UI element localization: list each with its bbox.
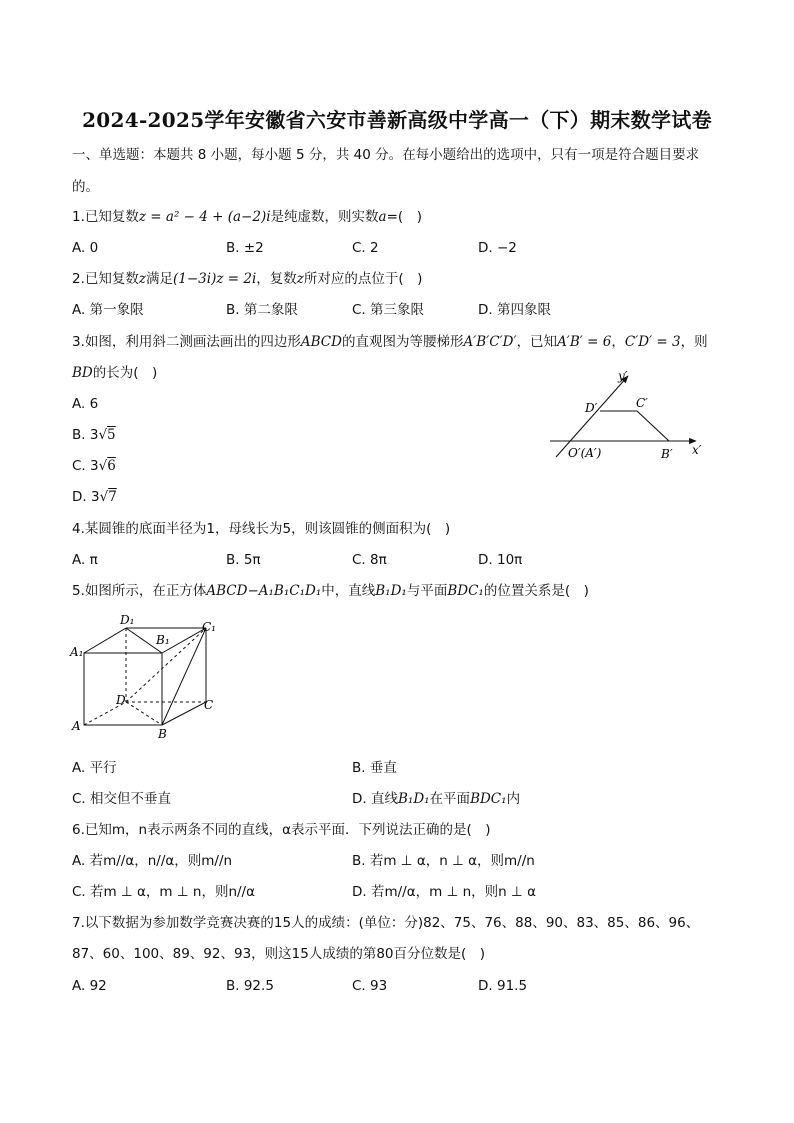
question-text: 所对应的点位于( ) — [303, 271, 423, 287]
sqrt-sign: √ — [98, 458, 108, 474]
label-d1: D₁ — [120, 613, 135, 627]
math-expression: BD — [72, 365, 93, 381]
question-text: 某圆锥的底面半径为1，母线长为5，则该圆锥的侧面积为( ) — [84, 521, 451, 537]
math-expression: B₁D₁ — [397, 791, 430, 807]
question-text: 如图，利用斜二测画法画出的四边形 — [84, 334, 301, 350]
option-a[interactable]: A. 0 — [72, 240, 99, 256]
option-b[interactable]: B. 若m ⊥ α，n ⊥ α，则m//n — [352, 853, 535, 869]
option-c[interactable]: C. 8π — [352, 552, 387, 568]
question-text: ， — [611, 334, 625, 350]
sqrt-sign: √ — [99, 489, 109, 505]
y-axis — [556, 376, 628, 457]
question-text: 中，直线 — [321, 583, 376, 599]
label-y: y′ — [618, 369, 628, 383]
option-c[interactable]: C. 第三象限 — [352, 302, 425, 318]
label-b1: B₁ — [156, 633, 170, 647]
math-expression: B₁D₁ — [375, 583, 407, 599]
option-label: C. 3 — [72, 458, 99, 474]
option-a[interactable]: A. 若m//α，n//α，则m//n — [72, 853, 233, 869]
math-variable: a — [378, 209, 387, 225]
question-number: 4. — [72, 521, 85, 537]
edge-a1-d1 — [84, 628, 126, 653]
question-5 — [72, 582, 589, 600]
math-expression: BDC₁ — [447, 583, 484, 599]
option-d[interactable] — [352, 790, 520, 808]
question-3-line2 — [72, 364, 157, 382]
option-c[interactable]: C. 2 — [352, 240, 379, 256]
question-number: 5. — [72, 583, 85, 599]
option-a[interactable]: A. 平行 — [72, 760, 117, 776]
question-6 — [72, 821, 491, 839]
option-c[interactable]: C. 相交但不垂直 — [72, 791, 172, 807]
section-header-line1: 一、单选题：本题共 8 小题，每小题 5 分，共 40 分。在每小题给出的选项中，只有一项是符合题目要求 — [72, 147, 700, 163]
math-variable: z — [138, 271, 147, 287]
math-expression: C′D′ = 3 — [624, 334, 681, 350]
label-origin: O′(A′) — [568, 446, 602, 460]
option-a[interactable]: A. 92 — [72, 978, 107, 994]
question-1 — [72, 208, 422, 226]
option-text: D. 直线 — [352, 791, 398, 807]
label-a: A — [72, 719, 81, 733]
page-title: 2024-2025学年安徽省六安市善新高级中学高一（下）期末数学试卷 — [82, 108, 712, 132]
radicand: 6 — [107, 458, 116, 474]
math-expression: A′B′ = 6 — [557, 334, 612, 350]
question-text: ，则 — [680, 334, 708, 350]
label-d: D′ — [585, 401, 598, 415]
option-b[interactable]: B. 92.5 — [226, 978, 274, 994]
option-d[interactable] — [72, 488, 117, 506]
question-text: 已知m，n表示两条不同的直线，α表示平面．下列说法正确的是( ) — [84, 822, 491, 838]
label-c1: C₁ — [202, 620, 216, 634]
option-text: 内 — [506, 791, 521, 807]
question-number: 3. — [72, 334, 85, 350]
option-c[interactable]: C. 93 — [352, 978, 388, 994]
option-d[interactable]: D. −2 — [478, 240, 517, 256]
label-d: D — [116, 693, 126, 707]
option-b[interactable]: B. 垂直 — [352, 760, 397, 776]
option-c[interactable] — [72, 457, 116, 475]
question-3 — [72, 333, 708, 351]
cube-front-face — [84, 653, 162, 725]
question-text: 以下数据为参加数学竞赛决赛的15人的成绩：(单位：分)82、75、76、88、90、83、85、86、96、 — [84, 915, 700, 931]
edge-cb — [637, 411, 669, 441]
question-text: 已知复数 — [84, 209, 139, 225]
hidden-line-d-b — [126, 702, 162, 725]
option-a[interactable]: A. 6 — [72, 396, 99, 412]
section-header-line2: 的。 — [72, 179, 99, 195]
label-a1: A₁ — [70, 645, 84, 659]
math-variable: z — [296, 271, 304, 287]
edge-b-c — [162, 702, 206, 725]
question-number: 2. — [72, 271, 85, 287]
option-text: 在平面 — [429, 791, 471, 807]
radicand: 7 — [108, 489, 117, 505]
math-expression: A′B′C′D′ — [463, 334, 517, 350]
option-d[interactable]: D. 第四象限 — [478, 302, 551, 318]
option-label: B. 3 — [72, 427, 99, 443]
label-b: B′ — [661, 447, 673, 461]
option-b[interactable]: B. 5π — [226, 552, 261, 568]
question-text: 已知复数 — [84, 271, 139, 287]
option-d[interactable]: D. 若m//α，m ⊥ n，则n ⊥ α — [352, 884, 536, 900]
question-number: 6. — [72, 822, 85, 838]
question-text: 的长为( ) — [92, 365, 158, 381]
math-expression: z = a² − 4 + (a−2)i — [138, 209, 271, 225]
label-b: B — [158, 727, 167, 741]
sqrt-sign: √ — [98, 427, 108, 443]
label-c: C — [204, 698, 214, 712]
option-a[interactable]: A. π — [72, 552, 98, 568]
math-expression: ABCD−A₁B₁C₁D₁ — [206, 583, 322, 599]
question-text: 的位置关系是( ) — [483, 583, 589, 599]
option-a[interactable]: A. 第一象限 — [72, 302, 144, 318]
question-7 — [72, 914, 699, 932]
question-text: 的直观图为等腰梯形 — [341, 334, 464, 350]
option-b[interactable]: B. ±2 — [226, 240, 264, 256]
option-label: D. 3 — [72, 489, 100, 505]
question-number: 1. — [72, 209, 85, 225]
trapezoid-figure — [548, 364, 714, 464]
question-text: 是纯虚数，则实数 — [270, 209, 379, 225]
question-2 — [72, 270, 422, 288]
option-d[interactable]: D. 91.5 — [478, 978, 528, 994]
math-expression: BDC₁ — [470, 791, 507, 807]
question-7-line2: 87、60、100、89、92、93，则这15人成绩的第80百分位数是( ) — [72, 946, 486, 962]
cube-figure — [66, 612, 226, 742]
option-c[interactable]: C. 若m ⊥ α，m ⊥ n，则n//α — [72, 884, 256, 900]
label-x: x′ — [692, 443, 702, 457]
question-text: 满足 — [146, 271, 174, 287]
question-4 — [72, 520, 450, 538]
option-b[interactable]: B. 第二象限 — [226, 302, 298, 318]
question-number: 7. — [72, 915, 85, 931]
question-text: =( ) — [386, 209, 422, 225]
radicand: 5 — [107, 427, 116, 443]
question-text: 与平面 — [406, 583, 448, 599]
label-c: C′ — [636, 396, 648, 410]
option-d[interactable]: D. 10π — [478, 552, 523, 568]
question-text: ，复数 — [256, 271, 297, 287]
question-text: 如图所示，在正方体 — [84, 583, 207, 599]
option-b[interactable] — [72, 426, 116, 444]
question-text: ，已知 — [516, 334, 558, 350]
math-expression: ABCD — [300, 334, 342, 350]
math-expression: (1−3i)z = 2i — [173, 271, 257, 287]
